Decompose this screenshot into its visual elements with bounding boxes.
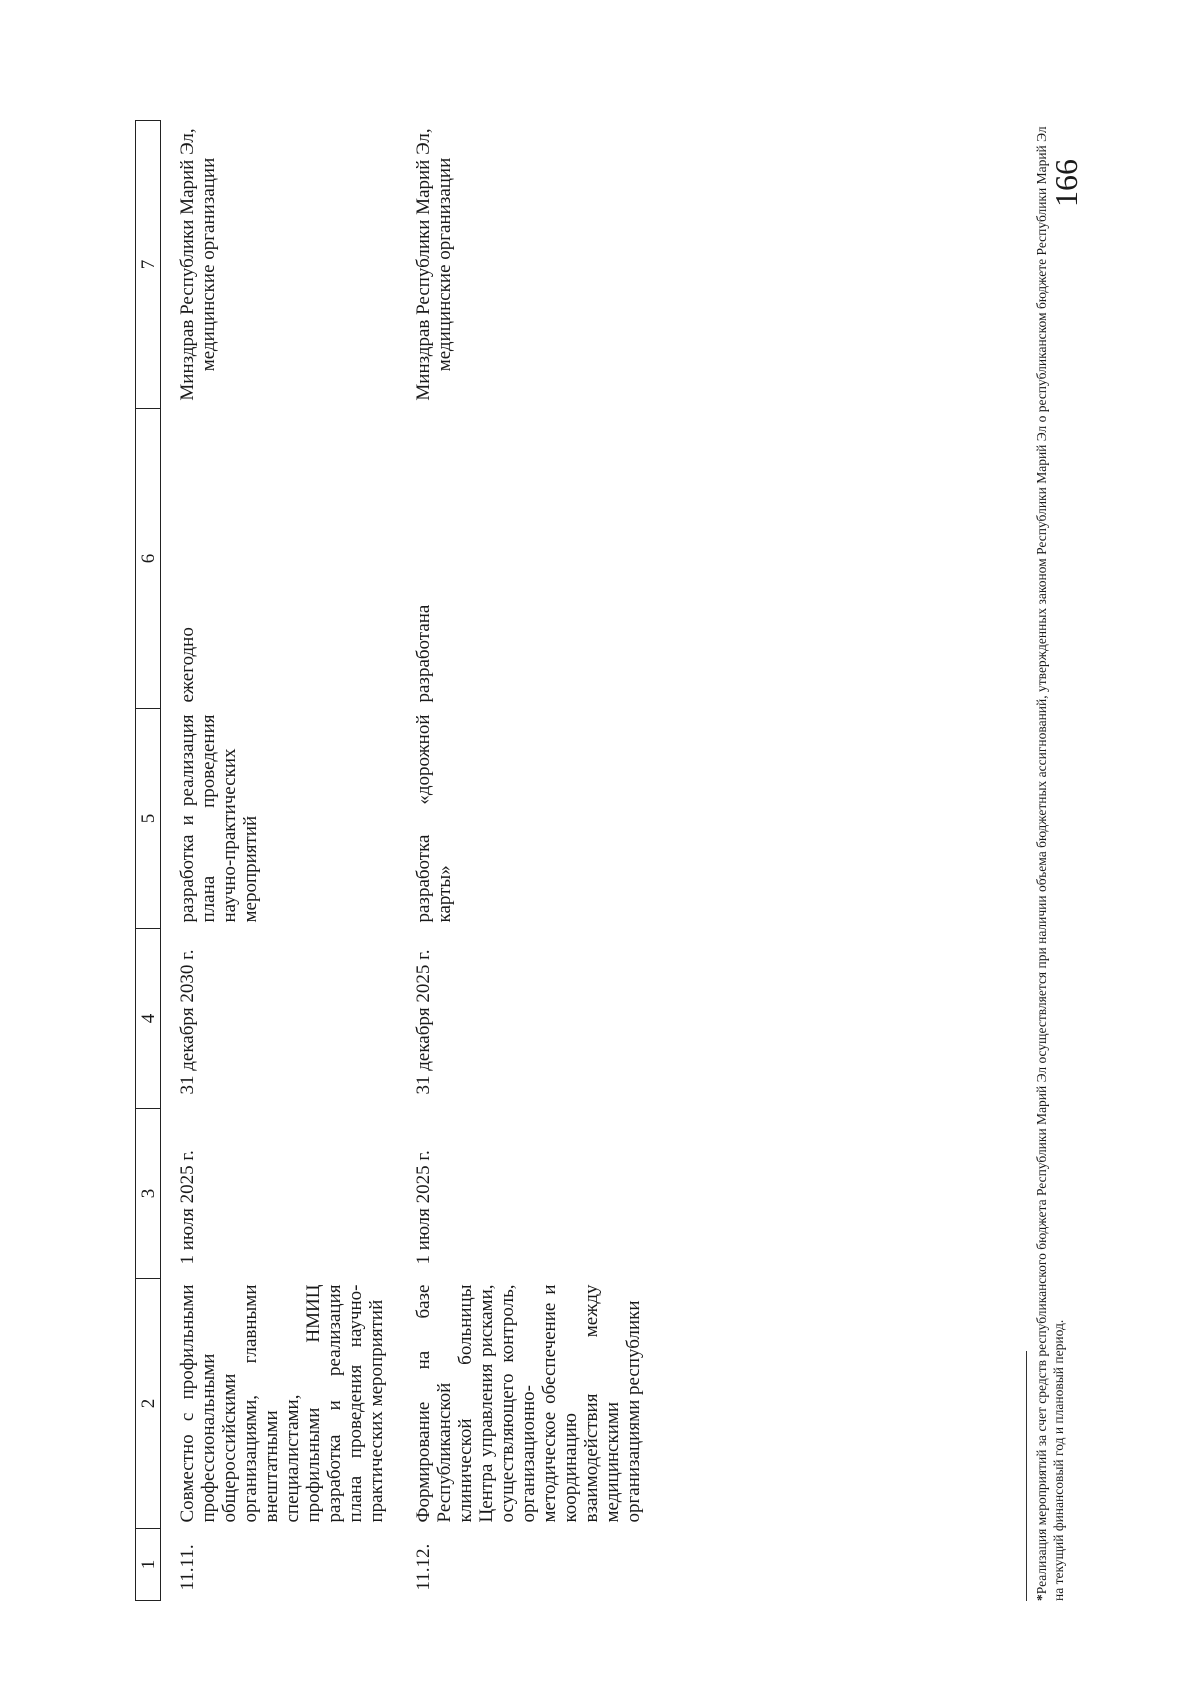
row-number: 11.12. (413, 1543, 434, 1591)
row-responsible: Минздрав Республики Марий Эл, медицинские организации (413, 128, 455, 401)
footnote-divider (1026, 1351, 1027, 1601)
header-col-1: 1 (136, 1529, 161, 1601)
footnote-marker: * (1034, 1594, 1049, 1601)
row-description: Совместно с профильными профессиональными общероссийскими организациями, главными внештатными специалистами, профильными НМИЦ разработка и реализация плана проведения научно-практических мероприятий (177, 1284, 387, 1523)
row-result: разработка «дорожной карты» (413, 714, 455, 923)
row-indicator: ежегодно (177, 627, 198, 703)
footnote (1033, 121, 1067, 1601)
row-indicator: разработана (413, 604, 434, 703)
row-description: Формирование на базе Республиканской клинической больницы Центра управления рисками, осуществляющего контроль, организационно-методическое обеспечение и координацию взаимодействия между медицинскими организациями республики (413, 1284, 644, 1523)
header-col-2: 2 (136, 1279, 161, 1529)
header-col-3: 3 (136, 1109, 161, 1279)
row-start-date: 1 июля 2025 г. (413, 1150, 434, 1265)
header-col-5: 5 (136, 709, 161, 929)
header-row (136, 121, 161, 1601)
row-result: разработка и реализация плана проведения научно-практических мероприятий (177, 714, 261, 923)
row-number: 11.11. (177, 1544, 198, 1591)
action-plan-table (135, 120, 654, 1601)
table-body (161, 121, 655, 1601)
table-row (161, 121, 398, 1601)
row-start-date: 1 июля 2025 г. (177, 1150, 198, 1265)
header-col-7: 7 (136, 121, 161, 409)
header-col-6: 6 (136, 409, 161, 709)
header-col-4: 4 (136, 929, 161, 1109)
table-row (397, 121, 654, 1601)
row-end-date: 31 декабря 2030 г. (177, 949, 198, 1095)
page-number: 166 (1048, 159, 1084, 207)
action-plan-table-wrap (135, 121, 654, 1601)
row-responsible: Минздрав Республики Марий Эл, медицинские организации (177, 128, 219, 401)
footnote-text: Реализация мероприятий за счет средств республиканского бюджета Республики Марий Эл осуществляется при наличии объема бюджетных ассигнований, утвержденных законом Республики Марий Эл о республиканском бюджете Республики Марий Эл на текущий финансовый год и плановый период. (1034, 126, 1066, 1601)
table-header (136, 121, 161, 1601)
row-end-date: 31 декабря 2025 г. (413, 949, 434, 1095)
